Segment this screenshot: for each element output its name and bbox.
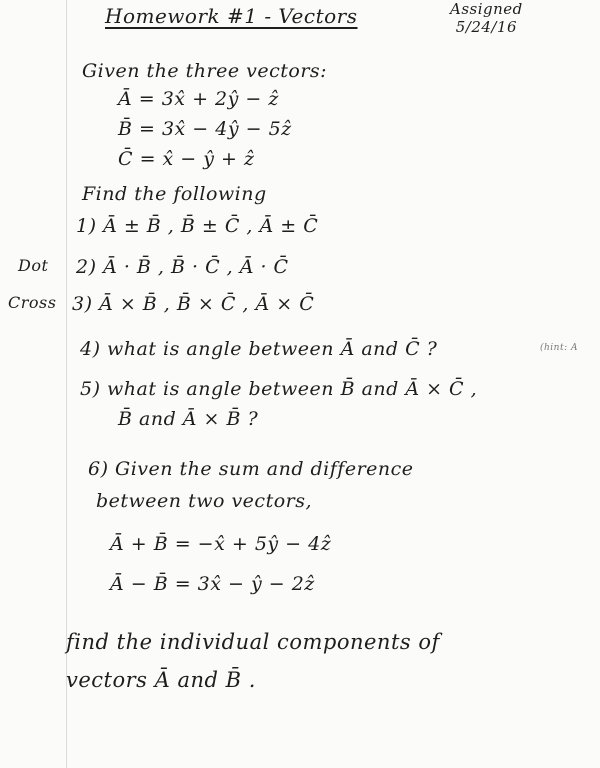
vector-c: C̄ = x̂ − ŷ + ẑ xyxy=(118,148,255,170)
margin-note-dot: Dot xyxy=(18,256,49,275)
problem-3-text: Ā × B̄ , B̄ × C̄ , Ā × C̄ xyxy=(99,293,315,315)
assigned-label: Assigned xyxy=(450,0,523,18)
question-6-line-2: between two vectors, xyxy=(96,490,313,512)
problem-3 xyxy=(72,293,314,315)
vector-b: B̄ = 3x̂ − 4ŷ − 5ẑ xyxy=(118,118,292,140)
problem-3-number: 3) xyxy=(72,293,93,315)
final-instruction-line-2: vectors Ā and B̄ . xyxy=(66,668,256,692)
problem-1 xyxy=(76,215,318,237)
question-6-equation-difference: Ā − B̄ = 3x̂ − ŷ − 2ẑ xyxy=(110,573,315,595)
question-4: 4) what is angle between Ā and C̄ ? xyxy=(80,338,438,360)
question-6-line-1: 6) Given the sum and difference xyxy=(88,458,414,480)
problem-2-number: 2) xyxy=(76,256,97,278)
vector-a: Ā = 3x̂ + 2ŷ − ẑ xyxy=(118,88,279,110)
find-intro: Find the following xyxy=(82,183,267,205)
question-4-hint: (hint: A xyxy=(540,343,578,353)
margin-note-cross: Cross xyxy=(8,293,57,312)
problem-2-text: Ā · B̄ , B̄ · C̄ , Ā · C̄ xyxy=(103,256,289,278)
assigned-date: 5/24/16 xyxy=(455,18,518,36)
page-title: Homework #1 - Vectors xyxy=(105,4,358,28)
problem-1-text: Ā ± B̄ , B̄ ± C̄ , Ā ± C̄ xyxy=(103,215,319,237)
question-5-line-2: B̄ and Ā × B̄ ? xyxy=(118,408,259,430)
given-intro: Given the three vectors: xyxy=(82,60,328,82)
assigned-stamp xyxy=(450,0,523,36)
question-6-equation-sum: Ā + B̄ = −x̂ + 5ŷ − 4ẑ xyxy=(110,533,332,555)
question-5-line-1: 5) what is angle between B̄ and Ā × C̄ , xyxy=(80,378,478,400)
final-instruction-line-1: find the individual components of xyxy=(66,630,440,654)
problem-1-number: 1) xyxy=(76,215,97,237)
problem-2 xyxy=(76,256,289,278)
